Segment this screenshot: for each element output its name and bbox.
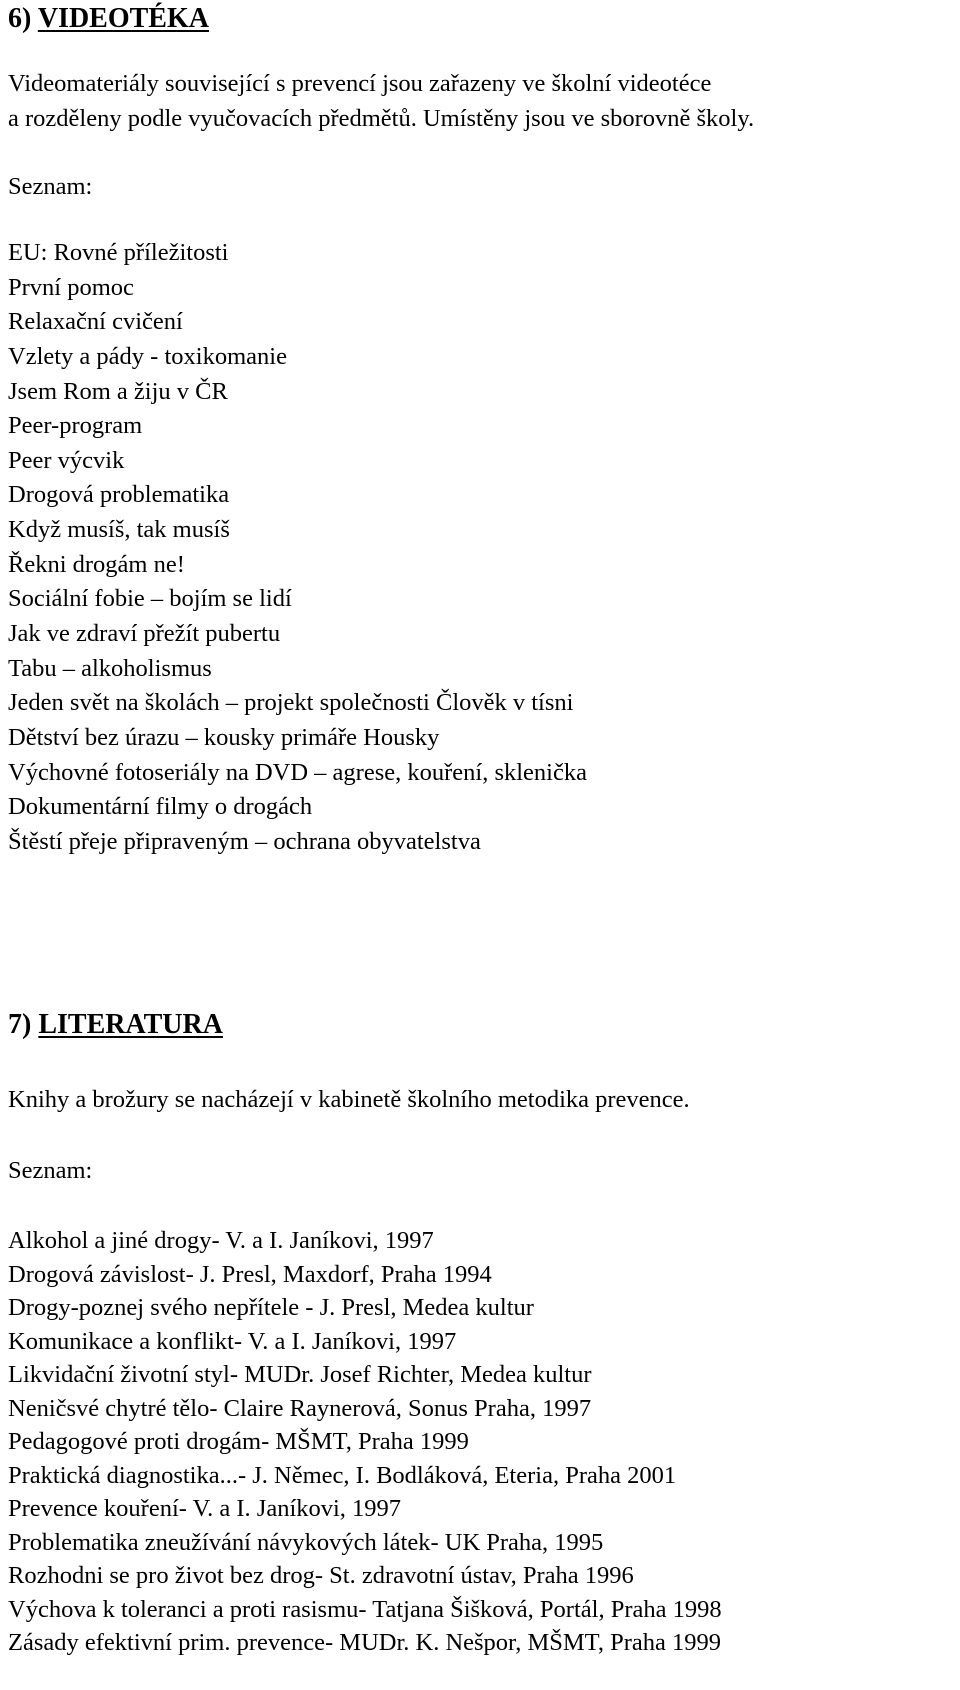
list-item: Sociální fobie – bojím se lidí bbox=[8, 585, 292, 613]
list-item: Jak ve zdraví přežít pubertu bbox=[8, 620, 281, 648]
list-item: Výchova k toleranci a proti rasismu- Tatjana Šišková, Portál, Praha 1998 bbox=[8, 1595, 722, 1623]
list-item: Tabu – alkoholismus bbox=[8, 654, 212, 682]
list-item: Peer výcvik bbox=[8, 446, 125, 474]
list-item: Když musíš, tak musíš bbox=[8, 516, 230, 544]
list-item: První pomoc bbox=[8, 273, 134, 301]
list-item: Peer-program bbox=[8, 412, 143, 440]
video-list bbox=[8, 236, 587, 860]
literature-list bbox=[8, 1224, 722, 1660]
literature-section-title: LITERATURA bbox=[38, 1009, 223, 1040]
list-item: Dětství bez úrazu – kousky primáře Housky bbox=[8, 723, 440, 751]
list-item: Drogová závislost- J. Presl, Maxdorf, Praha 1994 bbox=[8, 1260, 492, 1288]
list-item: Drogová problematika bbox=[8, 481, 230, 509]
video-section-title: VIDEOTÉKA bbox=[37, 3, 209, 34]
list-item: Vzlety a pády - toxikomanie bbox=[8, 342, 287, 370]
video-section-heading bbox=[8, 2, 209, 36]
list-item: Rozhodni se pro život bez drog- St. zdravotní ústav, Praha 1996 bbox=[8, 1562, 634, 1589]
list-item: Alkohol a jiné drogy- V. a I. Janíkovi, 1997 bbox=[8, 1227, 434, 1254]
list-item: Likvidační životní styl- MUDr. Josef Richter, Medea kultur bbox=[8, 1361, 592, 1388]
list-item: Štěstí přeje připraveným – ochrana obyvatelstva bbox=[8, 827, 481, 855]
literature-section-heading bbox=[8, 1008, 223, 1042]
video-intro-line: a rozděleny podle vyučovacích předmětů. Umístěny jsou ve sborovně školy. bbox=[8, 105, 755, 132]
list-item: Drogy-poznej svého nepřítele - J. Presl, Medea kultur bbox=[8, 1294, 534, 1321]
literature-section-intro: Knihy a brožury se nacházejí v kabinetě školního metodika prevence. bbox=[8, 1086, 690, 1113]
list-item: Relaxační cvičení bbox=[8, 308, 183, 336]
video-section-number: 6) bbox=[8, 3, 38, 34]
list-item: Jeden svět na školách – projekt společnosti Člověk v tísni bbox=[8, 689, 574, 717]
list-item: Zásady efektivní prim. prevence- MUDr. K. Nešpor, MŠMT, Praha 1999 bbox=[8, 1629, 721, 1656]
list-item: EU: Rovné příležitosti bbox=[8, 239, 229, 266]
literature-section-number: 7) bbox=[8, 1009, 39, 1040]
list-item: Pedagogové proti drogám- MŠMT, Praha 1999 bbox=[8, 1428, 469, 1455]
list-item: Komunikace a konflikt- V. a I. Janíkovi, 1997 bbox=[8, 1327, 457, 1355]
list-item: Jsem Rom a žiju v ČR bbox=[8, 377, 228, 405]
list-item: Prevence kouření- V. a I. Janíkovi, 1997 bbox=[8, 1495, 402, 1522]
list-item: Dokumentární filmy o drogách bbox=[8, 793, 313, 821]
list-item: Řekni drogám ne! bbox=[8, 550, 185, 578]
list-item: Praktická diagnostika...- J. Němec, I. Bodláková, Eteria, Praha 2001 bbox=[8, 1461, 677, 1489]
list-item: Neničsvé chytré tělo- Claire Raynerová, Sonus Praha, 1997 bbox=[8, 1394, 592, 1422]
list-item: Výchovné fotoseriály na DVD – agrese, kouření, sklenička bbox=[8, 758, 587, 786]
literature-list-label: Seznam: bbox=[8, 1157, 93, 1184]
video-intro-line: Videomateriály související s prevencí jsou zařazeny ve školní videotéce bbox=[8, 70, 712, 97]
list-item: Problematika zneužívání návykových látek- UK Praha, 1995 bbox=[8, 1528, 604, 1556]
video-section-intro bbox=[8, 66, 754, 136]
video-list-label: Seznam: bbox=[8, 173, 93, 200]
